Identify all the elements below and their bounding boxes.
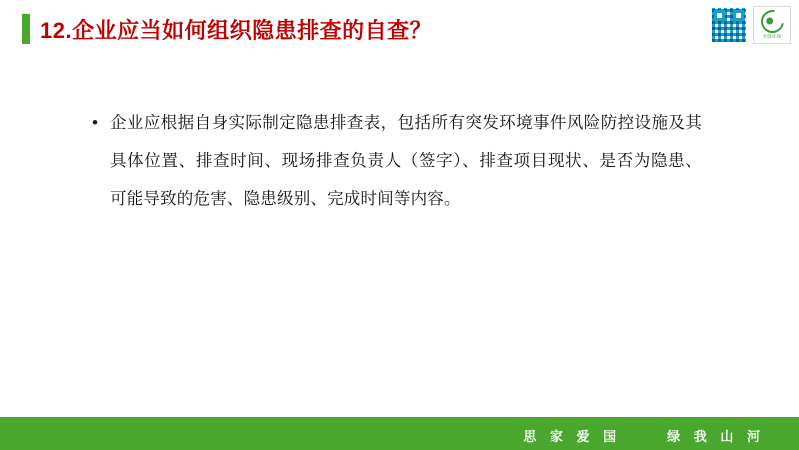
slide-content	[92, 104, 702, 218]
bullet-marker: •	[92, 113, 98, 132]
bullet-text: 企业应根据自身实际制定隐患排查表，包括所有突发环境事件风险防控设施及其具体位置、排查时间、现场排查负责人（签字）、排查项目现状、是否为隐患、可能导致的危害、隐患级别、完成时间等内容。	[110, 114, 702, 208]
logo-group	[711, 6, 791, 44]
page-title: 12.企业应当如何组织隐患排查的自查？	[40, 17, 433, 43]
footer-slogan-right: 绿 我 山 河	[667, 428, 765, 444]
brand-logo	[753, 6, 791, 44]
title-accent-bar	[22, 14, 30, 44]
list-item	[92, 104, 702, 218]
footer-slogan-left: 思 家 爱 国	[523, 428, 622, 444]
brand-name-label: 杰绿环保	[762, 34, 782, 39]
qr-code-icon	[711, 7, 747, 43]
footer-content	[0, 420, 799, 450]
leaf-circle-icon	[756, 5, 788, 37]
slide-title-row	[0, 0, 799, 58]
